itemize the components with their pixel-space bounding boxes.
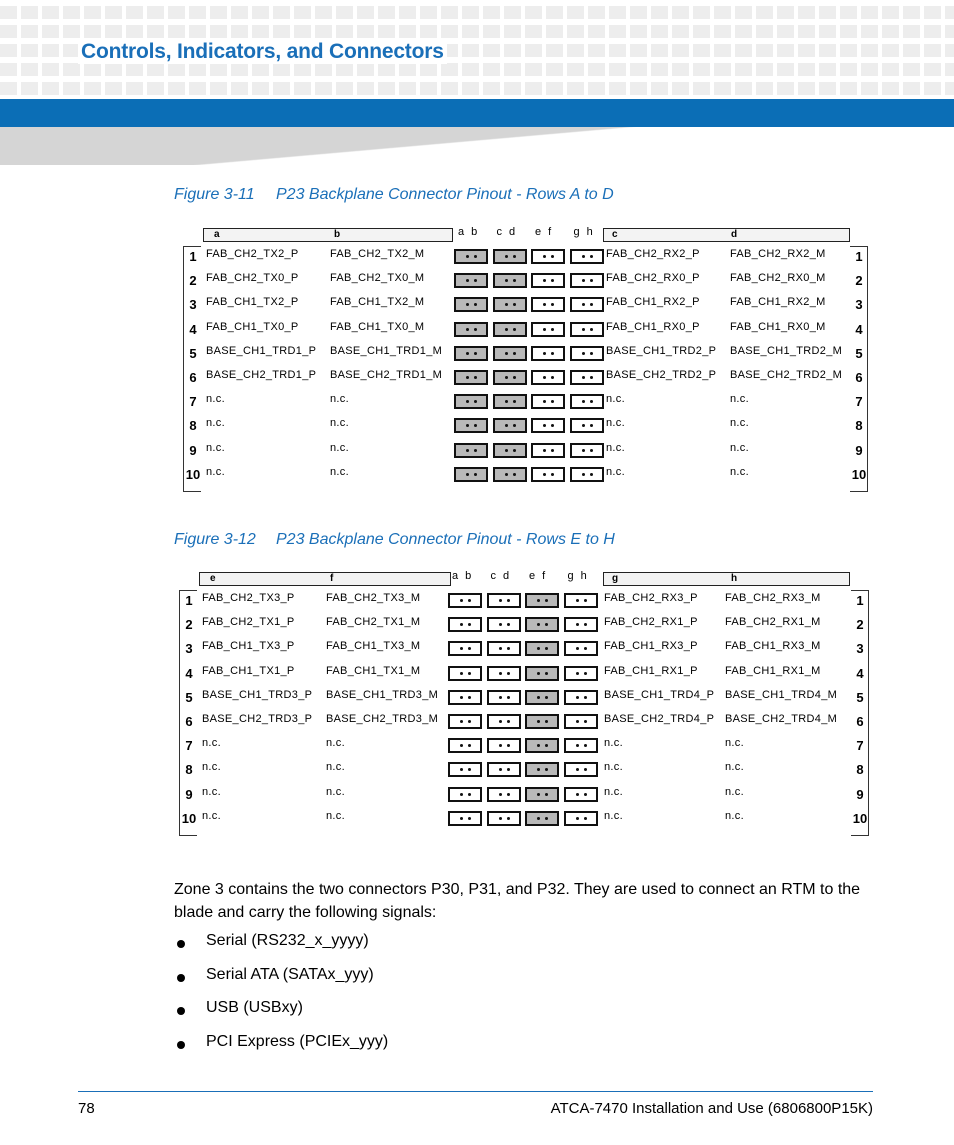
signal-name: BASE_CH1_TRD3_M bbox=[326, 688, 439, 701]
signal-name: n.c. bbox=[330, 393, 349, 406]
signal-name: FAB_CH1_TX3_P bbox=[202, 640, 295, 653]
figure-title: P23 Backplane Connector Pinout - Rows E to H bbox=[276, 531, 615, 548]
row-number: 4 bbox=[855, 321, 863, 337]
pin-pair-label: c d bbox=[496, 226, 518, 238]
signal-name: BASE_CH1_TRD2_P bbox=[606, 344, 717, 357]
pin-pair-icon bbox=[448, 738, 482, 753]
signal-name: FAB_CH1_RX3_P bbox=[604, 640, 698, 653]
pinout-diagram bbox=[183, 228, 870, 490]
signal-name: BASE_CH1_TRD3_P bbox=[202, 688, 313, 701]
row-number: 6 bbox=[189, 370, 197, 385]
pin-pair-icon bbox=[564, 811, 598, 826]
pin-pair-icon bbox=[570, 346, 604, 361]
pin-pair-icon bbox=[564, 666, 598, 681]
pin-pair-icon bbox=[487, 714, 521, 729]
pin-pair-label: a b bbox=[452, 570, 474, 582]
row-number: 2 bbox=[185, 617, 193, 633]
row-number: 6 bbox=[855, 370, 863, 385]
signal-name: n.c. bbox=[330, 465, 349, 478]
row-number: 7 bbox=[855, 394, 863, 410]
pin-pair-icon bbox=[531, 443, 565, 458]
pin-pair-label: a b bbox=[458, 226, 480, 238]
pinout-diagram bbox=[179, 572, 871, 834]
signal-name: FAB_CH1_RX0_P bbox=[606, 320, 700, 333]
signal-name: n.c. bbox=[326, 737, 345, 750]
pin-pair-icon bbox=[564, 593, 598, 608]
signal-name: n.c. bbox=[606, 465, 625, 478]
pin-pair-icon bbox=[448, 617, 482, 632]
list-item bbox=[174, 1033, 388, 1067]
bullet-icon bbox=[177, 974, 185, 982]
row-number: 10 bbox=[181, 810, 197, 826]
signal-name: n.c. bbox=[606, 441, 625, 454]
signal-name: n.c. bbox=[206, 441, 225, 454]
pin-pair-icon bbox=[448, 641, 482, 656]
header-grey-wedge bbox=[0, 127, 954, 165]
row-number: 7 bbox=[189, 394, 197, 410]
signal-name: FAB_CH2_TX3_P bbox=[202, 592, 295, 604]
signal-name: BASE_CH2_TRD2_P bbox=[606, 369, 717, 381]
list-item bbox=[174, 932, 388, 966]
row-number: 4 bbox=[189, 321, 197, 337]
pin-pair-icon bbox=[564, 762, 598, 777]
row-number: 4 bbox=[185, 665, 193, 681]
pin-pair-icon bbox=[454, 273, 488, 288]
signal-name: FAB_CH1_RX2_P bbox=[606, 296, 700, 309]
pin-pair-icon bbox=[454, 418, 488, 433]
pin-pair-icon bbox=[570, 394, 604, 409]
pin-pair-icon bbox=[570, 322, 604, 337]
pin-pair-icon bbox=[487, 666, 521, 681]
pin-pair-icon bbox=[448, 593, 482, 608]
signal-name: n.c. bbox=[326, 809, 345, 822]
signal-name: FAB_CH2_RX2_P bbox=[606, 248, 700, 260]
signal-name: FAB_CH1_TX0_M bbox=[330, 320, 425, 333]
row-number: 4 bbox=[856, 665, 864, 681]
pin-pair-icon bbox=[525, 714, 559, 729]
pin-pair-icon bbox=[487, 593, 521, 608]
signal-name: n.c. bbox=[202, 809, 221, 822]
row-number: 10 bbox=[851, 466, 867, 482]
pin-pair-icon bbox=[531, 370, 565, 385]
pin-pair-icon bbox=[487, 690, 521, 705]
signal-name: FAB_CH1_TX1_P bbox=[202, 664, 295, 677]
row-number: 2 bbox=[189, 273, 197, 289]
pin-pair-icon bbox=[493, 443, 527, 458]
list-item-text: PCI Express (PCIEx_yyy) bbox=[206, 1032, 389, 1050]
signal-name: n.c. bbox=[730, 441, 749, 454]
row-number-column-left bbox=[183, 246, 201, 492]
pin-pair-icon bbox=[454, 249, 488, 264]
column-header-right bbox=[603, 228, 850, 242]
signal-name: FAB_CH2_RX0_P bbox=[606, 272, 700, 285]
row-number: 5 bbox=[189, 345, 197, 361]
pin-pair-icon bbox=[493, 346, 527, 361]
signal-name: FAB_CH2_TX3_M bbox=[326, 592, 421, 604]
pin-pair-icon bbox=[454, 322, 488, 337]
signal-name: FAB_CH2_TX0_M bbox=[330, 272, 425, 285]
pin-pair-icon bbox=[448, 787, 482, 802]
column-label: g bbox=[612, 573, 619, 584]
signal-name: BASE_CH2_TRD3_P bbox=[202, 713, 313, 725]
signal-name: BASE_CH2_TRD3_M bbox=[326, 713, 439, 725]
pin-pair-icon bbox=[564, 641, 598, 656]
column-header-left bbox=[203, 228, 453, 242]
signal-name: n.c. bbox=[730, 465, 749, 478]
pin-pair-icon bbox=[525, 762, 559, 777]
signal-name: FAB_CH1_TX2_P bbox=[206, 296, 299, 309]
signal-name: FAB_CH1_TX1_M bbox=[326, 664, 421, 677]
pin-pair-icon bbox=[525, 787, 559, 802]
signal-name: n.c. bbox=[326, 761, 345, 774]
row-number: 1 bbox=[856, 593, 864, 608]
signal-name: BASE_CH1_TRD4_M bbox=[725, 688, 838, 701]
pin-pair-icon bbox=[454, 297, 488, 312]
signal-name: FAB_CH1_TX2_M bbox=[330, 296, 425, 309]
signal-name: BASE_CH2_TRD1_M bbox=[330, 369, 443, 381]
row-number: 2 bbox=[855, 273, 863, 289]
pin-pair-icon bbox=[487, 787, 521, 802]
pin-pair-icon bbox=[570, 370, 604, 385]
pin-pair-icon bbox=[531, 467, 565, 482]
row-number: 10 bbox=[852, 810, 868, 826]
signal-name: n.c. bbox=[202, 761, 221, 774]
row-number: 1 bbox=[185, 593, 193, 608]
pin-pair-icon bbox=[493, 394, 527, 409]
signal-name: n.c. bbox=[604, 761, 623, 774]
pin-pair-icon bbox=[570, 418, 604, 433]
pin-pair-icon bbox=[531, 297, 565, 312]
pin-pair-icon bbox=[570, 249, 604, 264]
column-header-right bbox=[603, 572, 850, 586]
signal-name: BASE_CH2_TRD2_M bbox=[730, 369, 843, 381]
row-number: 5 bbox=[856, 689, 864, 705]
row-number: 9 bbox=[855, 442, 863, 458]
list-item-text: USB (USBxy) bbox=[206, 999, 303, 1017]
pin-pair-icon bbox=[570, 443, 604, 458]
signal-name: FAB_CH2_RX1_M bbox=[725, 616, 821, 629]
list-item bbox=[174, 999, 388, 1033]
pin-pair-icon bbox=[525, 690, 559, 705]
pin-pair-icon bbox=[531, 418, 565, 433]
pin-pair-icon bbox=[570, 297, 604, 312]
row-number: 7 bbox=[856, 738, 864, 754]
bullet-icon bbox=[177, 1041, 185, 1049]
pin-pair-icon bbox=[525, 593, 559, 608]
pin-pair-label: e f bbox=[529, 570, 548, 582]
column-label: f bbox=[330, 573, 334, 584]
pin-pair-icon bbox=[564, 690, 598, 705]
signal-name: BASE_CH2_TRD4_M bbox=[725, 713, 838, 725]
row-number: 9 bbox=[185, 786, 193, 802]
signal-name: n.c. bbox=[202, 785, 221, 798]
column-label: a bbox=[214, 229, 220, 240]
row-number: 8 bbox=[189, 418, 197, 434]
pin-pair-icon bbox=[493, 297, 527, 312]
pin-pair-icon bbox=[564, 738, 598, 753]
bullet-icon bbox=[177, 940, 185, 948]
signal-name: n.c. bbox=[730, 417, 749, 430]
figure-title: P23 Backplane Connector Pinout - Rows A to D bbox=[276, 186, 614, 203]
row-number: 6 bbox=[185, 714, 193, 729]
pin-pair-icon bbox=[448, 666, 482, 681]
signal-list bbox=[174, 932, 388, 1066]
pin-pair-icon bbox=[531, 273, 565, 288]
row-number-column-left bbox=[179, 590, 197, 836]
figure-caption bbox=[174, 186, 614, 204]
row-number: 6 bbox=[856, 714, 864, 729]
signal-name: FAB_CH2_TX2_M bbox=[330, 248, 425, 260]
pin-pair-icon bbox=[525, 641, 559, 656]
signal-name: FAB_CH1_RX0_M bbox=[730, 320, 826, 333]
pin-pair-icon bbox=[487, 641, 521, 656]
pin-pair-icon bbox=[454, 443, 488, 458]
page-number: 78 bbox=[78, 1100, 95, 1117]
bullet-icon bbox=[177, 1007, 185, 1015]
signal-name: n.c. bbox=[206, 393, 225, 406]
row-number: 5 bbox=[185, 689, 193, 705]
row-number: 5 bbox=[855, 345, 863, 361]
row-number: 1 bbox=[855, 249, 863, 264]
pin-pair-icon bbox=[531, 346, 565, 361]
row-number: 2 bbox=[856, 617, 864, 633]
signal-name: FAB_CH2_TX1_P bbox=[202, 616, 295, 629]
signal-name: n.c. bbox=[606, 417, 625, 430]
column-header-left bbox=[199, 572, 451, 586]
pin-pair-icon bbox=[525, 738, 559, 753]
pin-pair-icon bbox=[454, 394, 488, 409]
signal-name: FAB_CH1_TX0_P bbox=[206, 320, 299, 333]
signal-name: FAB_CH2_TX2_P bbox=[206, 248, 299, 260]
signal-name: n.c. bbox=[725, 737, 744, 750]
row-number: 10 bbox=[185, 466, 201, 482]
pin-pair-icon bbox=[454, 346, 488, 361]
signal-name: FAB_CH2_RX1_P bbox=[604, 616, 698, 629]
signal-name: BASE_CH1_TRD2_M bbox=[730, 344, 843, 357]
signal-name: n.c. bbox=[202, 737, 221, 750]
footer-rule bbox=[78, 1091, 873, 1092]
list-item-text: Serial (RS232_x_yyyy) bbox=[206, 932, 369, 949]
signal-name: n.c. bbox=[330, 417, 349, 430]
figure-number: Figure 3-11 bbox=[174, 186, 255, 203]
signal-name: n.c. bbox=[206, 417, 225, 430]
header-blue-bar bbox=[0, 99, 954, 127]
pin-pair-icon bbox=[493, 249, 527, 264]
pin-pair-icon bbox=[570, 467, 604, 482]
pin-pair-icon bbox=[487, 738, 521, 753]
figure-number: Figure 3-12 bbox=[174, 531, 256, 548]
signal-name: FAB_CH1_RX1_M bbox=[725, 664, 821, 677]
signal-name: n.c. bbox=[326, 785, 345, 798]
pin-pair-icon bbox=[493, 467, 527, 482]
row-number: 1 bbox=[189, 249, 197, 264]
pin-pair-icon bbox=[531, 394, 565, 409]
pin-pair-icon bbox=[487, 617, 521, 632]
signal-name: n.c. bbox=[725, 809, 744, 822]
signal-name: FAB_CH2_RX3_M bbox=[725, 592, 821, 604]
row-number: 3 bbox=[185, 641, 193, 657]
row-number: 9 bbox=[856, 786, 864, 802]
pin-pair-icon bbox=[454, 370, 488, 385]
row-number: 3 bbox=[189, 297, 197, 313]
signal-name: BASE_CH1_TRD4_P bbox=[604, 688, 715, 701]
signal-name: FAB_CH2_RX3_P bbox=[604, 592, 698, 604]
signal-name: BASE_CH1_TRD1_P bbox=[206, 344, 317, 357]
signal-name: n.c. bbox=[606, 393, 625, 406]
pin-pair-icon bbox=[448, 714, 482, 729]
pin-pair-icon bbox=[493, 418, 527, 433]
pin-pair-icon bbox=[448, 762, 482, 777]
pin-pair-icon bbox=[493, 370, 527, 385]
signal-name: FAB_CH2_RX2_M bbox=[730, 248, 826, 260]
document-title: ATCA-7470 Installation and Use (6806800P15K) bbox=[550, 1100, 873, 1117]
signal-name: BASE_CH2_TRD4_P bbox=[604, 713, 715, 725]
signal-name: FAB_CH1_TX3_M bbox=[326, 640, 421, 653]
row-number-column-right bbox=[851, 590, 869, 836]
pin-pair-icon bbox=[448, 690, 482, 705]
signal-name: n.c. bbox=[330, 441, 349, 454]
list-item bbox=[174, 966, 388, 1000]
signal-name: FAB_CH2_RX0_M bbox=[730, 272, 826, 285]
pin-pair-icon bbox=[525, 617, 559, 632]
pin-pair-label: c d bbox=[490, 570, 512, 582]
pin-pair-icon bbox=[564, 787, 598, 802]
row-number: 8 bbox=[855, 418, 863, 434]
signal-name: n.c. bbox=[604, 737, 623, 750]
pin-pair-icon bbox=[487, 762, 521, 777]
signal-name: BASE_CH1_TRD1_M bbox=[330, 344, 443, 357]
pin-pair-icon bbox=[448, 811, 482, 826]
signal-name: n.c. bbox=[604, 785, 623, 798]
row-number: 8 bbox=[856, 762, 864, 778]
pin-pair-icon bbox=[493, 322, 527, 337]
pin-pair-label: e f bbox=[535, 226, 554, 238]
pin-pair-icon bbox=[525, 811, 559, 826]
row-number: 7 bbox=[185, 738, 193, 754]
figure-caption bbox=[174, 531, 615, 549]
row-number-column-right bbox=[850, 246, 868, 492]
pin-pair-label: g h bbox=[573, 226, 595, 238]
pin-pair-icon bbox=[454, 467, 488, 482]
pin-pair-icon bbox=[493, 273, 527, 288]
signal-name: n.c. bbox=[725, 761, 744, 774]
signal-name: n.c. bbox=[730, 393, 749, 406]
pin-pair-icon bbox=[531, 322, 565, 337]
signal-name: FAB_CH1_RX1_P bbox=[604, 664, 698, 677]
signal-name: n.c. bbox=[604, 809, 623, 822]
column-label: b bbox=[334, 229, 341, 240]
pin-pair-icon bbox=[564, 617, 598, 632]
row-number: 3 bbox=[855, 297, 863, 313]
signal-name: FAB_CH1_RX2_M bbox=[730, 296, 826, 309]
list-item-text: Serial ATA (SATAx_yyy) bbox=[206, 965, 374, 983]
signal-name: BASE_CH2_TRD1_P bbox=[206, 369, 317, 381]
pin-pair-icon bbox=[525, 666, 559, 681]
signal-name: n.c. bbox=[206, 465, 225, 478]
pin-pair-label: g h bbox=[567, 570, 589, 582]
column-label: e bbox=[210, 573, 216, 584]
pin-pair-icon bbox=[487, 811, 521, 826]
signal-name: FAB_CH2_TX0_P bbox=[206, 272, 299, 285]
signal-name: FAB_CH1_RX3_M bbox=[725, 640, 821, 653]
pin-pair-icon bbox=[531, 249, 565, 264]
column-label: d bbox=[731, 229, 738, 240]
signal-name: n.c. bbox=[725, 785, 744, 798]
row-number: 8 bbox=[185, 762, 193, 778]
row-number: 9 bbox=[189, 442, 197, 458]
signal-name: FAB_CH2_TX1_M bbox=[326, 616, 421, 629]
column-label: h bbox=[731, 573, 738, 584]
pin-pair-icon bbox=[564, 714, 598, 729]
row-number: 3 bbox=[856, 641, 864, 657]
body-paragraph: Zone 3 contains the two connectors P30, P31, and P32. They are used to connect an RTM to the blade and carry the following signals: bbox=[174, 881, 861, 921]
pin-pair-icon bbox=[570, 273, 604, 288]
column-label: c bbox=[612, 229, 618, 240]
page-header-title: Controls, Indicators, and Connectors bbox=[78, 40, 447, 64]
